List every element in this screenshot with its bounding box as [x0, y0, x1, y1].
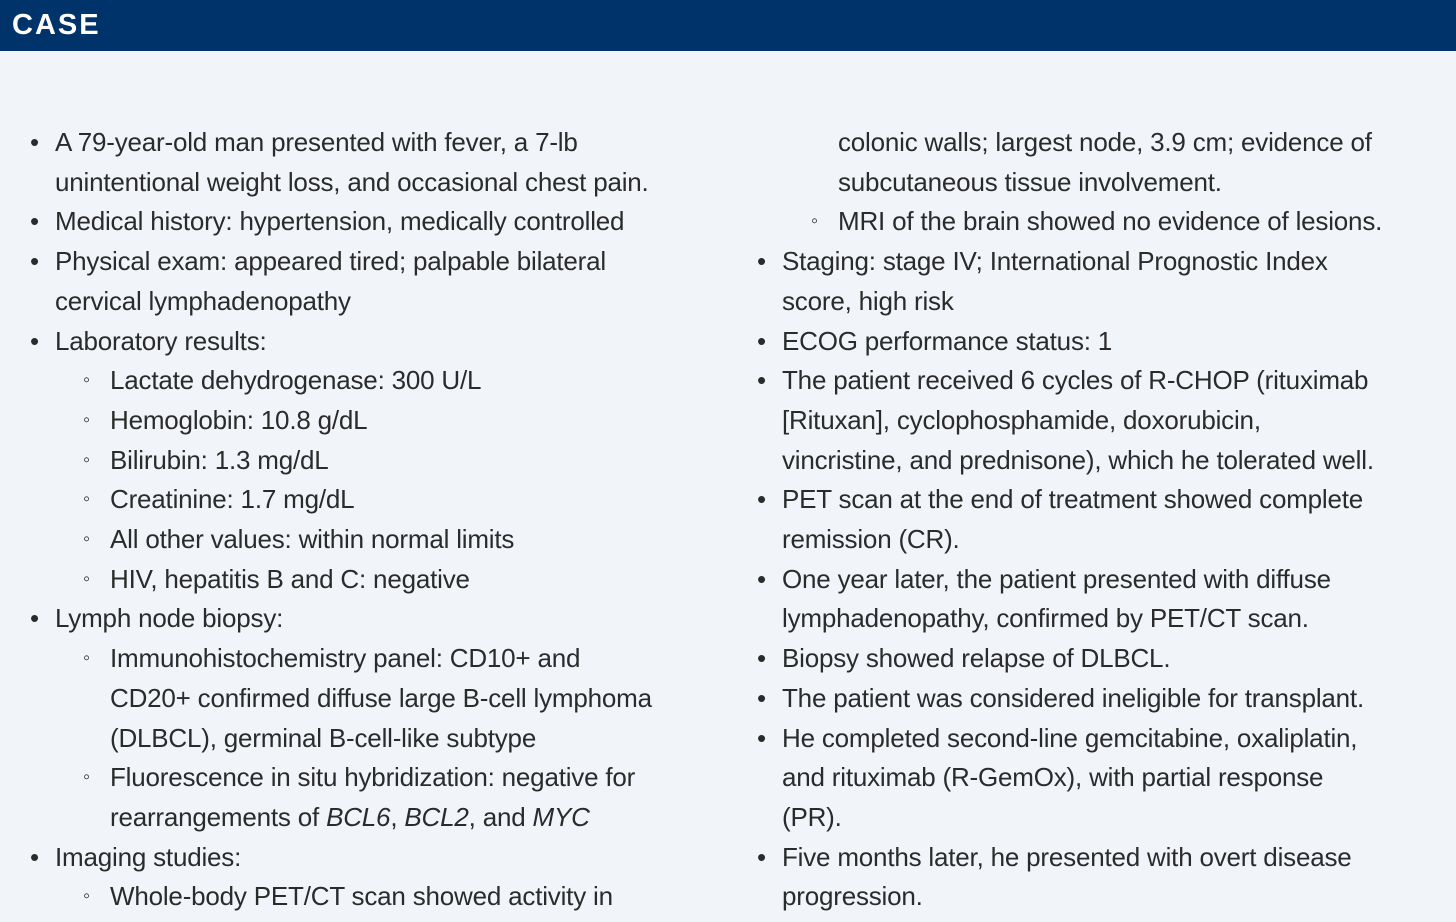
- right-column: [757, 123, 1447, 917]
- bullet-icon: •: [30, 127, 39, 157]
- sub-bullet-icon: ◦: [83, 369, 90, 392]
- bullet-icon: •: [757, 365, 766, 396]
- sub-item-ldh: [30, 361, 730, 401]
- item-text: (PR).: [782, 801, 842, 832]
- sub-item-hiv-hepatitis: [30, 560, 730, 600]
- item-text: Lymph node biopsy:: [55, 603, 284, 634]
- bullet-icon: •: [30, 206, 39, 237]
- list-item-biopsy: [30, 599, 730, 639]
- item-text: Hemoglobin: 10.8 g/dL: [110, 404, 368, 435]
- item-text: The patient received 6 cycles of R-CHOP (rituximab: [782, 365, 1369, 396]
- list-item-staging: [757, 242, 1447, 321]
- item-text: Creatinine: 1.7 mg/dL: [110, 484, 355, 515]
- item-text: ECOG performance status: 1: [782, 325, 1113, 356]
- list-item-medical-history: [30, 202, 730, 242]
- item-text: Bilirubin: 1.3 mg/dL: [110, 444, 329, 475]
- sub-bullet-icon: ◦: [83, 885, 90, 908]
- list-item-pet-remission: [757, 480, 1447, 559]
- sub-item-hemoglobin: [30, 401, 730, 441]
- sub-bullet-icon: ◦: [83, 448, 90, 471]
- bullet-icon: •: [757, 722, 766, 753]
- item-text: lymphadenopathy, confirmed by PET/CT scan.: [782, 603, 1309, 634]
- bullet-icon: •: [30, 603, 39, 634]
- item-text: Laboratory results:: [55, 325, 267, 356]
- item-text: Whole-body PET/CT scan showed activity in: [110, 881, 613, 912]
- item-text: CD20+ confirmed diffuse large B-cell lymphoma: [110, 682, 652, 713]
- sub-item-other-values: [30, 520, 730, 560]
- list-item-physical-exam: [30, 242, 730, 321]
- list-item-ecog: [757, 322, 1447, 362]
- sub-item-immunohistochemistry: [30, 639, 730, 758]
- list-item-one-year-later: [757, 560, 1447, 639]
- bullet-icon: •: [30, 325, 39, 356]
- sub-item-creatinine: [30, 480, 730, 520]
- item-text: progression.: [782, 881, 923, 912]
- bullet-icon: •: [757, 682, 766, 713]
- bullet-icon: •: [757, 563, 766, 594]
- sub-bullet-icon: ◦: [83, 766, 90, 789]
- case-header: [0, 0, 1456, 51]
- left-column: [30, 123, 730, 917]
- item-text: [Rituxan], cyclophosphamide, doxorubicin,: [782, 404, 1261, 435]
- bullet-icon: •: [30, 841, 39, 872]
- sub-item-fish: [30, 758, 730, 837]
- sub-bullet-icon: ◦: [83, 647, 90, 670]
- sub-bullet-icon: ◦: [83, 488, 90, 511]
- list-item-transplant: [757, 679, 1447, 719]
- sub-bullet-icon: ◦: [83, 528, 90, 551]
- item-text: remission (CR).: [782, 524, 960, 555]
- item-text: and rituximab (R-GemOx), with partial response: [782, 762, 1324, 793]
- item-text: unintentional weight loss, and occasional chest pain.: [55, 166, 649, 197]
- sub-item-pet-ct-continued: [757, 123, 1447, 202]
- sub-item-pet-ct: [30, 877, 730, 917]
- list-item-presentation: [30, 123, 730, 202]
- item-text: colonic walls; largest node, 3.9 cm; evidence of: [838, 127, 1372, 157]
- item-text: Immunohistochemistry panel: CD10+ and: [110, 643, 581, 674]
- list-item-rchop: [757, 361, 1447, 480]
- bullet-icon: •: [757, 246, 766, 277]
- item-text: One year later, the patient presented with diffuse: [782, 563, 1331, 594]
- gene-name: BCL6: [326, 801, 391, 832]
- item-text: Fluorescence in situ hybridization: negative for: [110, 762, 636, 793]
- item-text: All other values: within normal limits: [110, 524, 515, 555]
- sub-bullet-icon: ◦: [83, 567, 90, 590]
- item-text: Staging: stage IV; International Prognostic Index: [782, 246, 1328, 277]
- item-text: vincristine, and prednisone), which he tolerated well.: [782, 444, 1374, 475]
- item-text: PET scan at the end of treatment showed complete: [782, 484, 1364, 515]
- item-text: A 79-year-old man presented with fever, a 7-lb: [55, 127, 578, 157]
- item-text: Biopsy showed relapse of DLBCL.: [782, 643, 1171, 674]
- list-item-second-line: [757, 719, 1447, 838]
- item-text: Imaging studies:: [55, 841, 242, 872]
- list-item-progression: [757, 838, 1447, 917]
- list-item-imaging: [30, 838, 730, 878]
- item-text: He completed second-line gemcitabine, oxaliplatin,: [782, 722, 1358, 753]
- gene-name: MYC: [532, 801, 590, 832]
- sub-bullet-icon: ◦: [83, 408, 90, 431]
- item-text: (DLBCL), germinal B-cell-like subtype: [110, 722, 537, 753]
- item-text-line: [110, 798, 730, 838]
- sub-bullet-icon: ◦: [811, 210, 818, 233]
- item-text: MRI of the brain showed no evidence of lesions.: [838, 206, 1383, 237]
- bullet-icon: •: [757, 643, 766, 674]
- bullet-icon: •: [757, 325, 766, 356]
- item-text: cervical lymphadenopathy: [55, 285, 351, 316]
- item-text: score, high risk: [782, 285, 954, 316]
- item-text: Medical history: hypertension, medically controlled: [55, 206, 625, 237]
- text-segment: , and: [468, 801, 533, 832]
- item-text: Five months later, he presented with overt disease: [782, 841, 1352, 872]
- gene-name: BCL2: [404, 801, 469, 832]
- list-item-relapse: [757, 639, 1447, 679]
- item-text: The patient was considered ineligible for transplant.: [782, 682, 1364, 713]
- sub-item-bilirubin: [30, 441, 730, 481]
- bullet-icon: •: [30, 246, 39, 277]
- sub-item-mri: [757, 202, 1447, 242]
- list-item-lab-results: [30, 322, 730, 362]
- item-text: Physical exam: appeared tired; palpable bilateral: [55, 246, 606, 277]
- text-segment: rearrangements of: [110, 801, 327, 832]
- bullet-icon: •: [757, 841, 766, 872]
- item-text: Lactate dehydrogenase: 300 U/L: [110, 365, 482, 396]
- item-text: subcutaneous tissue involvement.: [838, 166, 1222, 197]
- bullet-icon: •: [757, 484, 766, 515]
- header-title: CASE: [12, 9, 101, 41]
- text-segment: ,: [390, 801, 405, 832]
- item-text: HIV, hepatitis B and C: negative: [110, 563, 470, 594]
